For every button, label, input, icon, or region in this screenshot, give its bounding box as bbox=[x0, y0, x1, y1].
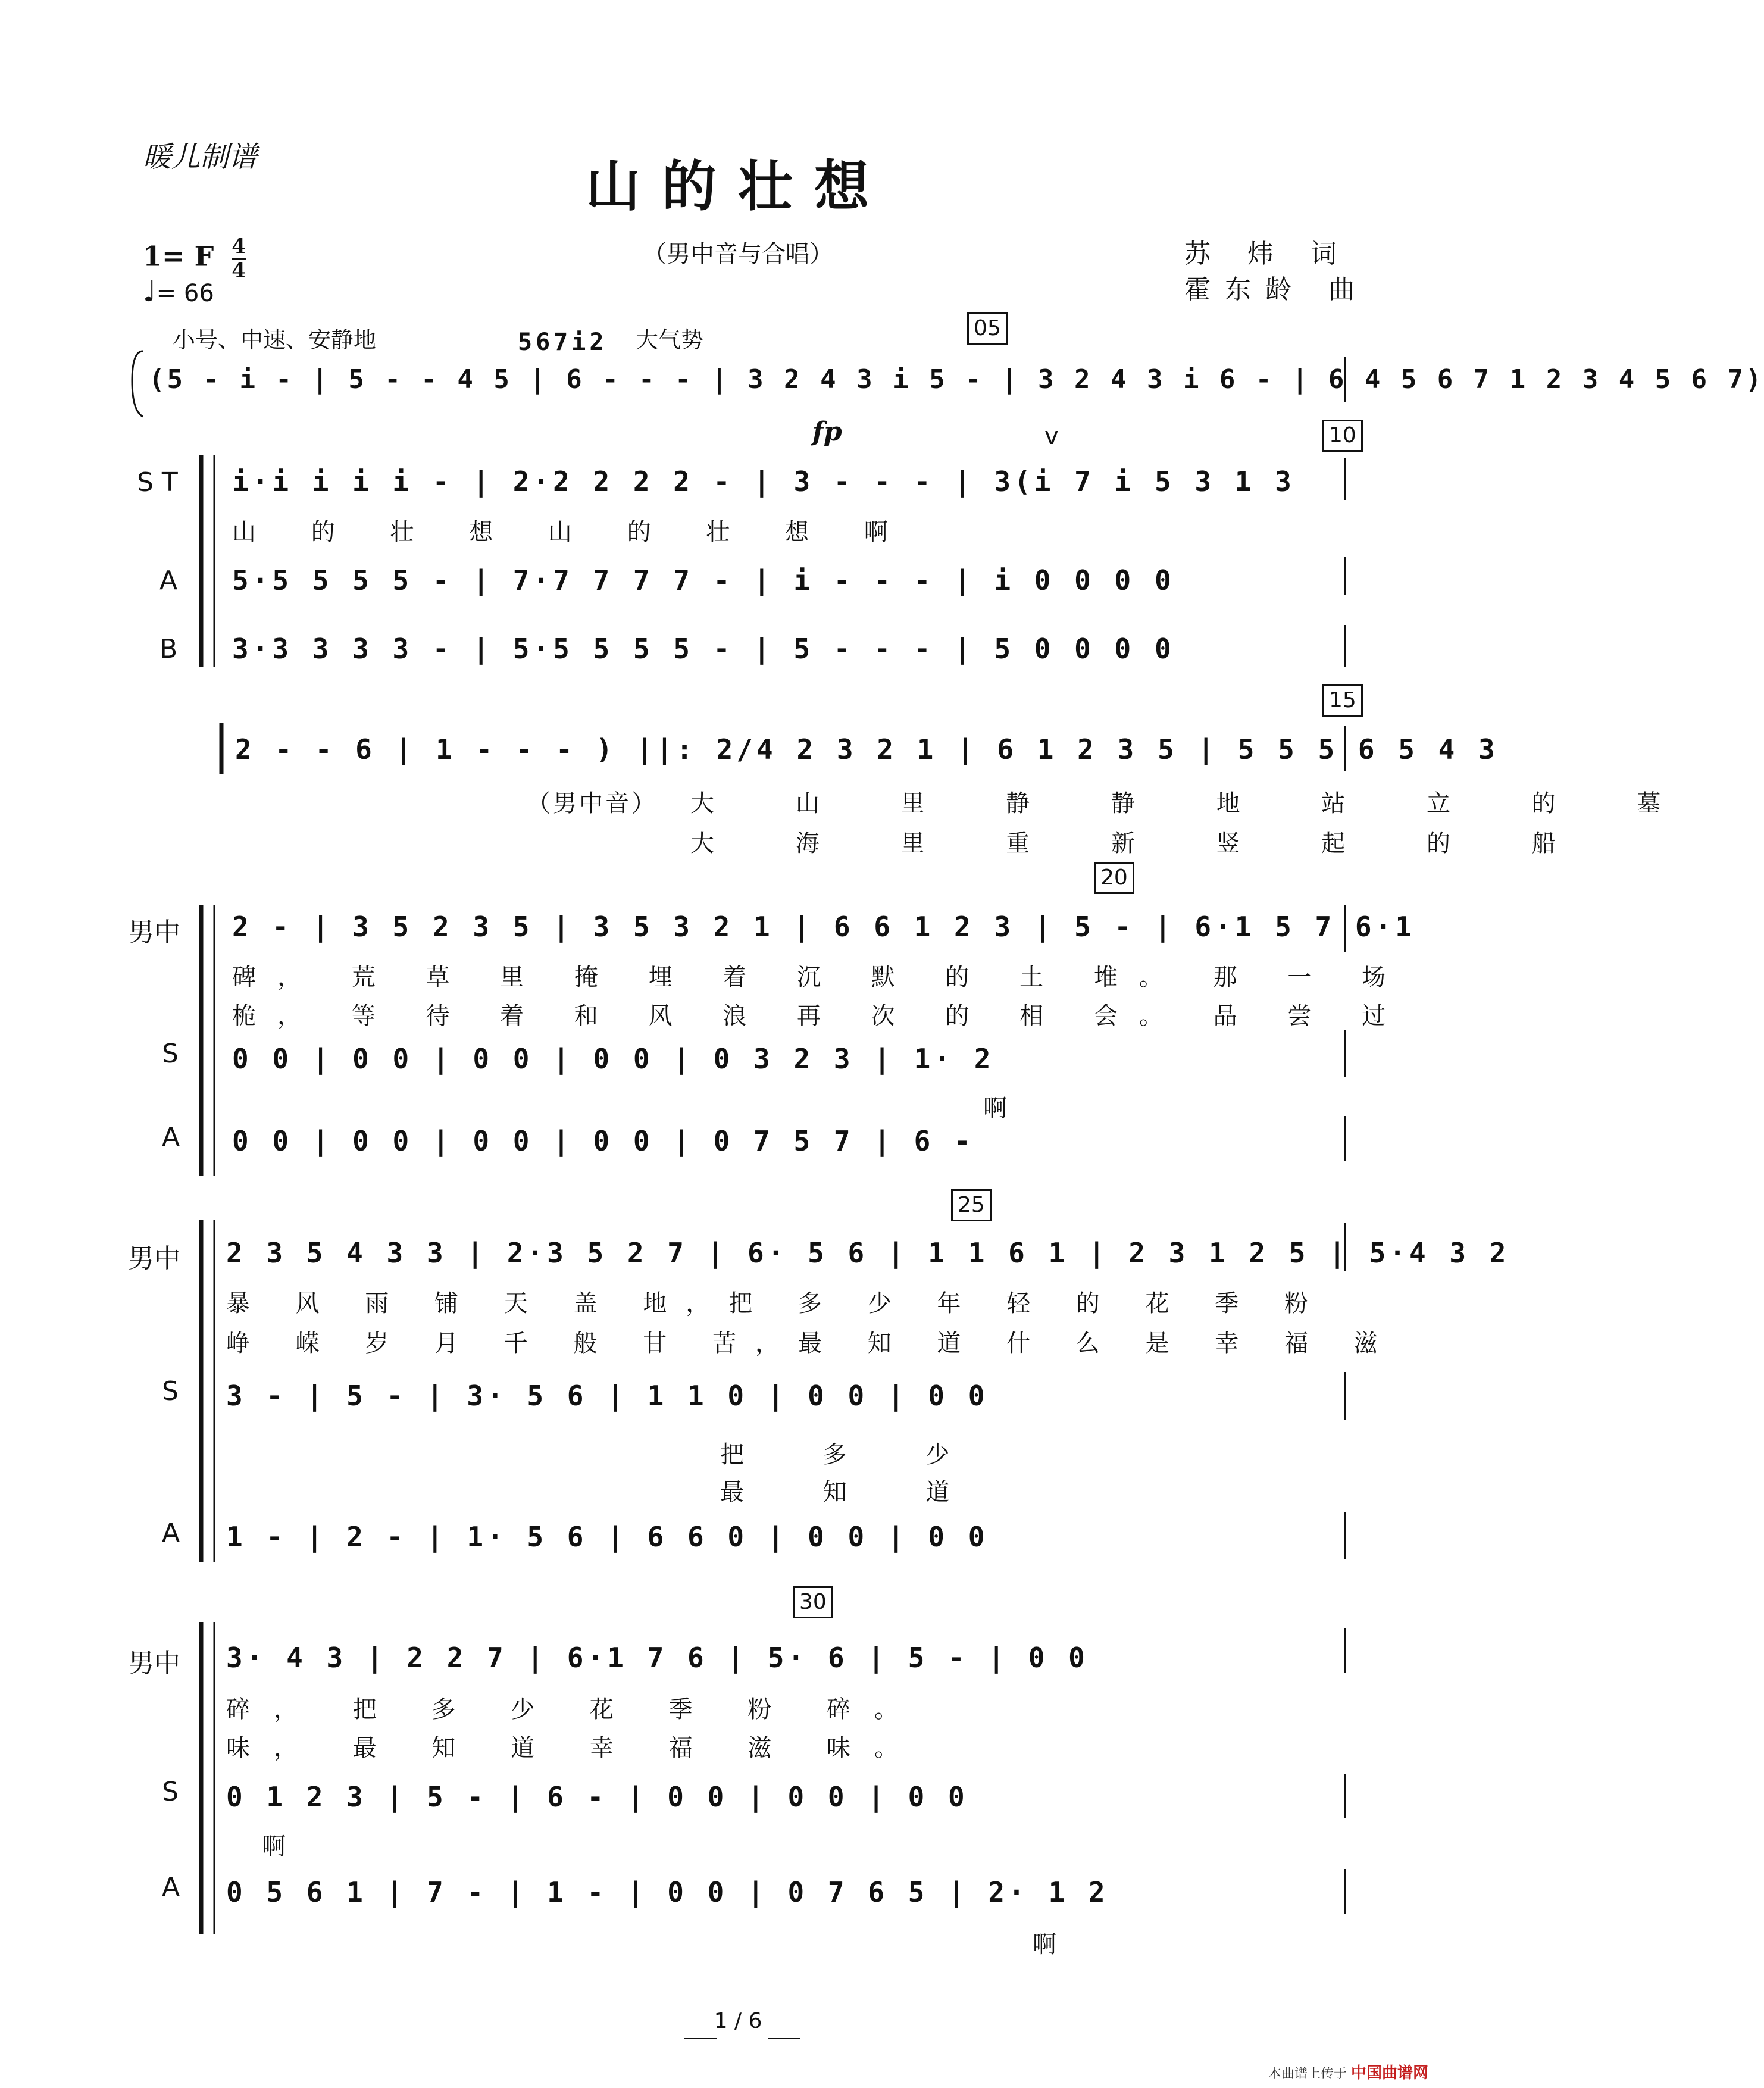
a-notes: 0 0 | 0 0 | 0 0 | 0 0 | 0 7 5 7 | 6 - bbox=[232, 1125, 974, 1157]
meter-top: 4 bbox=[232, 235, 246, 258]
baritone-lyrics-1: 暴 风 雨 铺 天 盖 地，把 多 少 年 轻 的 花 季 粉 bbox=[226, 1290, 1328, 1317]
lyricist-credit: 苏 炜 词 bbox=[1184, 239, 1351, 269]
tempo-marking bbox=[143, 275, 214, 308]
upload-note bbox=[1268, 2061, 1428, 2083]
baritone-notes: 2 - | 3 5 2 3 5 | 3 5 3 2 1 | 6 6 1 2 3 | 5 - | 6·1 5 7 6·1 bbox=[232, 911, 1415, 943]
part-label-st: S T bbox=[137, 467, 178, 498]
a-notes: 0 5 6 1 | 7 - | 1 - | 0 0 | 0 7 6 5 | 2· 1 2 bbox=[226, 1876, 1109, 1908]
baritone-lyrics-2: 味， 最 知 道 幸 福 滋 味。 bbox=[226, 1734, 922, 1762]
quarter-note-icon: ♩ bbox=[143, 275, 157, 308]
direction-grand: 大气势 bbox=[636, 327, 704, 353]
page-number: 1 / 6 bbox=[714, 2009, 762, 2033]
baritone-lyrics-1: 碑， 荒 草 里 掩 埋 着 沉 默 的 土 堆。 那 一 场 bbox=[232, 964, 1408, 991]
melody-notes: 2 - - 6 | 1 - - - ) ||: 2/4 2 3 2 1 | 6 1 2 3 5 | 5 5 5 6 5 4 3 bbox=[235, 733, 1499, 765]
part-label-baritone: 男中 bbox=[128, 917, 180, 948]
part-label-baritone: 男中 bbox=[128, 1243, 180, 1274]
part-label-a: A bbox=[159, 565, 178, 596]
tempo-value: = 66 bbox=[156, 280, 214, 307]
s-notes: 0 1 2 3 | 5 - | 6 - | 0 0 | 0 0 | 0 0 bbox=[226, 1781, 968, 1813]
a-lyric: 啊 bbox=[1033, 1931, 1065, 1958]
part-label-b: B bbox=[159, 634, 178, 664]
s-notes: 0 0 | 0 0 | 0 0 | 0 0 | 0 3 2 3 | 1· 2 bbox=[232, 1043, 994, 1075]
site-logo[interactable]: 中国曲谱网 bbox=[1350, 2064, 1428, 2082]
instrument-direction: 小号、中速、安静地 bbox=[173, 327, 377, 353]
lyrics-verse-2: 大 海 里 重 新 竖 起 的 船 bbox=[690, 830, 1593, 857]
meter-bottom: 4 bbox=[232, 259, 246, 283]
part-label-s: S bbox=[162, 1376, 179, 1406]
instrument-notes: (5 - i - | 5 - - 4 5 | 6 - - - | 3 2 4 3 i 5 - | 3 2 4 3 i 6 - | 6 4 5 6 7 1 2 3 4 5 6 7) bbox=[149, 364, 1764, 395]
measure-number: 20 bbox=[1094, 862, 1134, 894]
baritone-notes: 3· 4 3 | 2 2 7 | 6·1 7 6 | 5· 6 | 5 - | 0 0 bbox=[226, 1642, 1089, 1674]
upload-note-text: 本曲谱上传于 bbox=[1268, 2067, 1347, 2081]
transcriber-credit: 暖儿制谱 bbox=[143, 140, 258, 174]
baritone-notes: 2 3 5 4 3 3 | 2·3 5 2 7 | 6· 5 6 | 1 1 6 1 | 2 3 1 2 5 | 5·4 3 2 bbox=[226, 1237, 1510, 1269]
key-label: 1= F bbox=[143, 240, 214, 273]
page-subtitle: （男中音与合唱） bbox=[643, 240, 833, 268]
measure-number: 30 bbox=[793, 1586, 833, 1618]
baritone-lyrics-2: 峥 嵘 岁 月 千 般 甘 苦，最 知 道 什 么 是 幸 福 滋 bbox=[226, 1330, 1397, 1357]
breath-mark: v bbox=[1044, 423, 1059, 450]
st-lyrics: 山 的 壮 想 山 的 壮 想 啊 bbox=[232, 518, 912, 546]
lyrics-verse-1: 大 山 里 静 静 地 站 立 的 墓 bbox=[690, 790, 1698, 817]
a-notes: 5·5 5 5 5 - | 7·7 7 7 7 - | i - - - | i 0 0 0 0 bbox=[232, 564, 1175, 596]
measure-number: 05 bbox=[967, 312, 1008, 345]
baritone-lyrics-1: 碎， 把 多 少 花 季 粉 碎。 bbox=[226, 1696, 922, 1723]
part-label-a: A bbox=[162, 1122, 180, 1152]
st-notes: i·i i i i - | 2·2 2 2 2 - | 3 - - - | 3(i 7 i 5 3 1 3 bbox=[232, 465, 1295, 498]
measure-number: 10 bbox=[1322, 420, 1363, 452]
a-notes: 1 - | 2 - | 1· 5 6 | 6 6 0 | 0 0 | 0 0 bbox=[226, 1521, 989, 1553]
part-label-baritone: 男中 bbox=[128, 1648, 180, 1678]
s-lyrics-2: 最 知 道 bbox=[720, 1479, 986, 1506]
b-notes: 3·3 3 3 3 - | 5·5 5 5 5 - | 5 - - - | 5 0 0 0 0 bbox=[232, 633, 1175, 665]
s-lyric: 啊 bbox=[262, 1833, 294, 1860]
run-notes: 567i2 bbox=[518, 329, 608, 356]
part-label-s: S bbox=[162, 1777, 179, 1807]
part-label-a: A bbox=[162, 1518, 180, 1548]
part-label-s: S bbox=[162, 1039, 179, 1069]
page-title: 山的壮想 bbox=[585, 154, 890, 218]
baritone-lyrics-2: 桅， 等 待 着 和 风 浪 再 次 的 相 会。 品 尝 过 bbox=[232, 1002, 1408, 1030]
dynamic-marking: fp bbox=[812, 417, 842, 447]
measure-number: 15 bbox=[1322, 684, 1363, 717]
measure-number: 25 bbox=[951, 1189, 992, 1221]
part-label-a: A bbox=[162, 1872, 180, 1902]
s-notes: 3 - | 5 - | 3· 5 6 | 1 1 0 | 0 0 | 0 0 bbox=[226, 1380, 989, 1412]
time-signature bbox=[232, 235, 246, 282]
voice-label: （男中音） bbox=[527, 790, 658, 817]
composer-credit: 霍东龄 曲 bbox=[1184, 274, 1369, 305]
s-lyrics-1: 把 多 少 bbox=[720, 1441, 986, 1468]
s-lyric: 啊 bbox=[983, 1095, 1015, 1122]
